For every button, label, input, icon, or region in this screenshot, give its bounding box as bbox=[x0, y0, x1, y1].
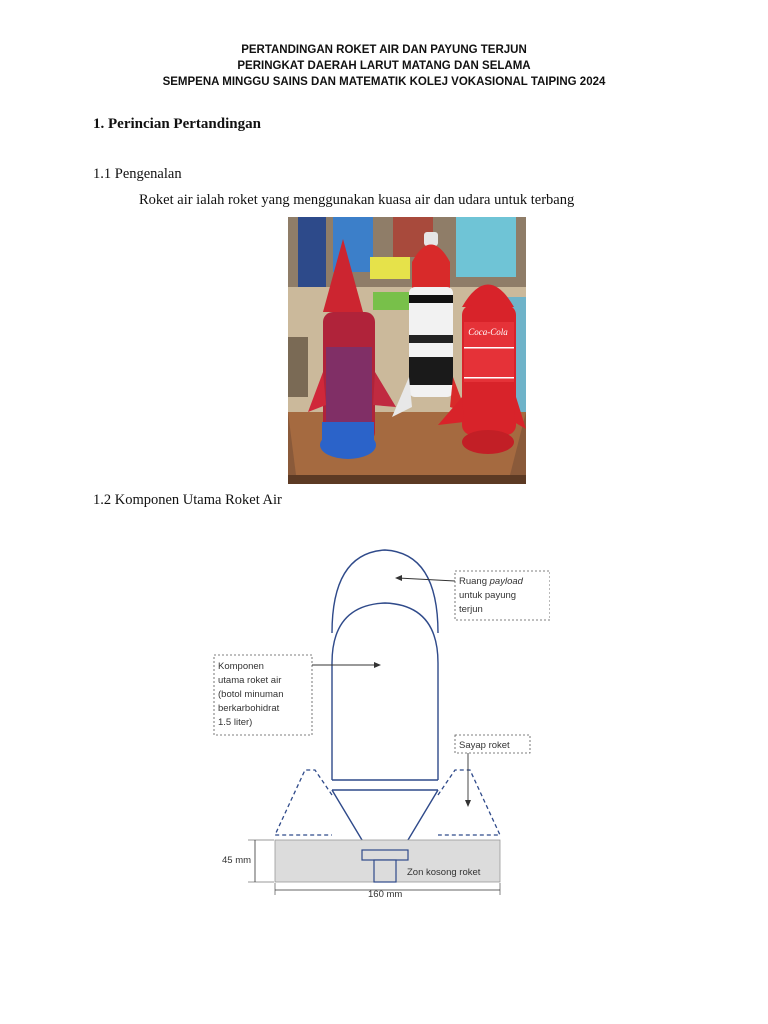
section-title: 1. Perincian Pertandingan bbox=[93, 116, 261, 132]
bottle-outline bbox=[332, 603, 438, 780]
bottle-label-text: Coca-Cola bbox=[468, 327, 508, 337]
main-component-label-5: 1.5 liter) bbox=[218, 717, 253, 728]
header-line-3: SEMPENA MINGGU SAINS DAN MATEMATIK KOLEJ VOKASIONAL TAIPING 2024 bbox=[162, 76, 606, 88]
rocket-component-diagram bbox=[210, 545, 550, 905]
height-dimension-label: 45 mm bbox=[222, 855, 252, 866]
header-line-2: PERINGKAT DAERAH LARUT MATANG DAN SELAMA bbox=[237, 60, 531, 72]
subsection-components-title: 1.2 Komponen Utama Roket Air bbox=[93, 492, 282, 508]
wing-label: Sayap roket bbox=[459, 740, 510, 751]
header-line-1: PERTANDINGAN ROKET AIR DAN PAYUNG TERJUN bbox=[241, 44, 527, 56]
document-header bbox=[0, 42, 768, 90]
main-component-label-4: berkarbohidrat bbox=[218, 703, 280, 714]
left-wing-outline bbox=[275, 770, 332, 835]
width-dimension-label: 160 mm bbox=[368, 889, 403, 900]
empty-zone-label: Zon kosong roket bbox=[407, 867, 481, 878]
water-rockets-photo bbox=[288, 217, 526, 484]
payload-label-line2: untuk payung bbox=[459, 590, 517, 601]
payload-label: Ruang payload bbox=[459, 576, 523, 587]
main-component-label-1: Komponen bbox=[218, 661, 264, 672]
main-component-label-2: utama roket air bbox=[218, 675, 282, 686]
subsection-intro-title: 1.1 Pengenalan bbox=[93, 166, 182, 182]
payload-label-line3: terjun bbox=[459, 604, 483, 615]
main-component-label-3: (botol minuman bbox=[218, 689, 284, 700]
payload-dome-outline bbox=[332, 550, 438, 633]
intro-paragraph: Roket air ialah roket yang menggunakan kuasa air dan udara untuk terbang bbox=[139, 192, 575, 208]
